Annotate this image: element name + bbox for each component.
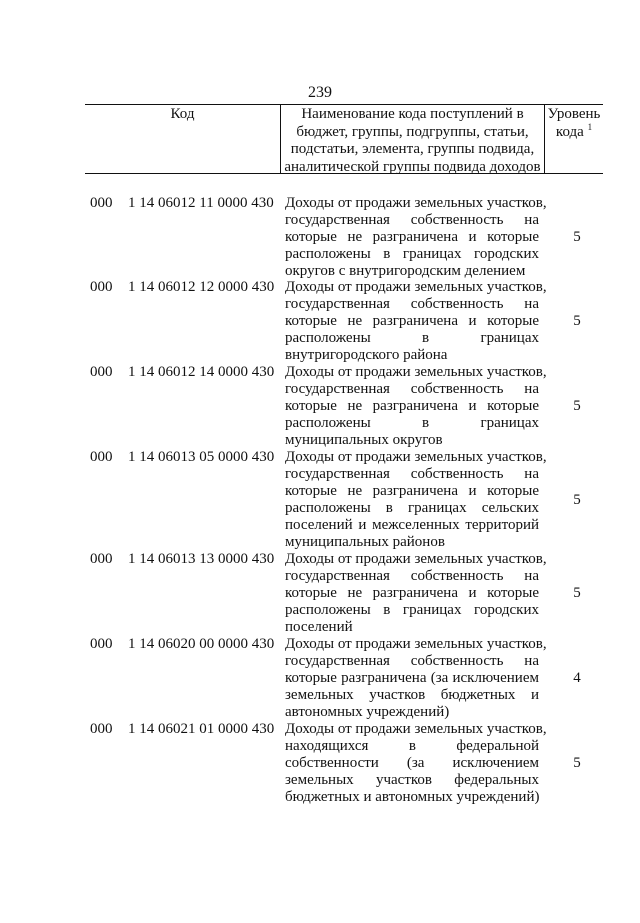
admin-code: 000 <box>90 636 113 652</box>
income-name-line: Доходы от продажи земельных участков, <box>285 195 547 211</box>
income-name-line: поселений <box>285 619 353 635</box>
admin-code: 000 <box>90 195 113 211</box>
income-name-line: земельных участков федеральных <box>285 772 539 788</box>
income-name-line: государственная собственность на <box>285 568 539 584</box>
header-name <box>281 106 544 176</box>
header-name-line: Наименование кода поступлений в <box>301 106 524 122</box>
income-name-line: государственная собственность на <box>285 381 539 397</box>
income-code: 1 14 06021 01 0000 430 <box>128 721 275 737</box>
code-level: 5 <box>573 492 581 508</box>
income-name-line: государственная собственность на <box>285 466 539 482</box>
income-name-line: расположены в границах <box>285 330 539 346</box>
table-row <box>0 721 640 806</box>
income-name <box>285 279 547 364</box>
income-name <box>285 364 547 449</box>
admin-code: 000 <box>90 449 113 465</box>
income-name-line: земельных участков бюджетных и <box>285 687 539 703</box>
header-level-line: Уровень <box>547 106 601 122</box>
income-name-line: муниципальных округов <box>285 432 443 448</box>
income-name-line: государственная собственность на <box>285 296 539 312</box>
income-name <box>285 721 547 806</box>
income-name-line: округов с внутригородским делением <box>285 263 526 279</box>
admin-code: 000 <box>90 551 113 567</box>
header-level-word: кода <box>555 123 584 140</box>
income-name-line: расположены в границах городских <box>285 246 539 262</box>
table-row <box>0 636 640 721</box>
income-name-line: которые не разграничена и которые <box>285 229 539 245</box>
income-name <box>285 551 547 636</box>
header-name-line: аналитической группы подвида доходов <box>284 158 541 175</box>
code-level: 5 <box>573 585 581 601</box>
income-name-line: которые разграничена (за исключением <box>285 670 539 686</box>
income-name-line: расположены в границах городских <box>285 602 539 618</box>
table-header <box>85 104 603 174</box>
income-name-line: находящихся в федеральной <box>285 738 539 754</box>
code-level: 5 <box>573 398 581 414</box>
income-name-line: внутригородского района <box>285 347 448 363</box>
income-code: 1 14 06012 11 0000 430 <box>128 195 274 211</box>
admin-code: 000 <box>90 721 113 737</box>
admin-code: 000 <box>90 279 113 295</box>
code-level: 5 <box>573 229 581 245</box>
header-name-line: бюджет, группы, подгруппы, статьи, <box>296 123 529 140</box>
header-level <box>545 106 603 141</box>
income-name <box>285 636 547 721</box>
header-code: Код <box>170 106 195 122</box>
income-name-line: Доходы от продажи земельных участков, <box>285 279 547 295</box>
income-name-line: которые не разграничена и которые <box>285 585 539 601</box>
income-name <box>285 449 547 551</box>
table-row <box>0 195 640 280</box>
income-code: 1 14 06013 13 0000 430 <box>128 551 275 567</box>
income-name-line: бюджетных и автономных учреждений) <box>285 789 540 805</box>
table-row <box>0 449 640 551</box>
income-code: 1 14 06012 12 0000 430 <box>128 279 275 295</box>
income-name-line: муниципальных районов <box>285 534 445 550</box>
admin-code: 000 <box>90 364 113 380</box>
income-name-line: собственности (за исключением <box>285 755 539 771</box>
income-name-line: Доходы от продажи земельных участков, <box>285 636 547 652</box>
income-name-line: Доходы от продажи земельных участков, <box>285 721 547 737</box>
page-number: 239 <box>308 84 332 101</box>
table-row <box>0 279 640 364</box>
footnote-marker: 1 <box>587 121 593 132</box>
code-level: 4 <box>573 670 581 686</box>
table-row <box>0 364 640 449</box>
income-name-line: которые не разграничена и которые <box>285 313 539 329</box>
income-name-line: государственная собственность на <box>285 653 539 669</box>
header-level-line <box>545 121 603 142</box>
income-name-line: которые не разграничена и которые <box>285 398 539 414</box>
income-code: 1 14 06012 14 0000 430 <box>128 364 275 380</box>
code-level: 5 <box>573 313 581 329</box>
income-name-line: расположены в границах сельских <box>285 500 539 516</box>
header-name-line: подстатьи, элемента, группы подвида, <box>290 141 535 157</box>
table-row <box>0 551 640 636</box>
income-name-line: расположены в границах <box>285 415 539 431</box>
income-name-line: автономных учреждений) <box>285 704 450 720</box>
income-code: 1 14 06020 00 0000 430 <box>128 636 275 652</box>
income-name <box>285 195 547 280</box>
income-name-line: Доходы от продажи земельных участков, <box>285 364 547 380</box>
income-name-line: государственная собственность на <box>285 212 539 228</box>
income-code: 1 14 06013 05 0000 430 <box>128 449 275 465</box>
code-level: 5 <box>573 755 581 771</box>
income-name-line: Доходы от продажи земельных участков, <box>285 449 547 465</box>
income-name-line: которые не разграничена и которые <box>285 483 539 499</box>
income-name-line: поселений и межселенных территорий <box>285 517 539 533</box>
income-name-line: Доходы от продажи земельных участков, <box>285 551 547 567</box>
